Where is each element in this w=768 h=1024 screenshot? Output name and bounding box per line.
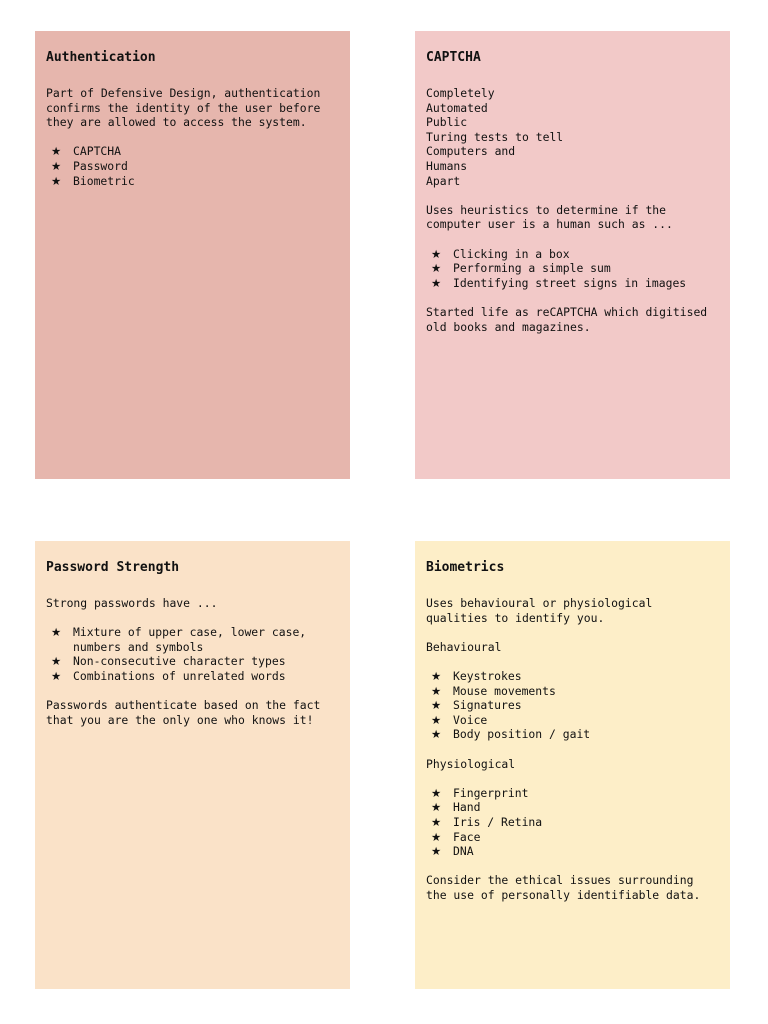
list-item: ★ Hand xyxy=(431,800,481,815)
list-item: ★ Body position / gait xyxy=(431,727,591,742)
list-item: ★ Signatures xyxy=(431,698,522,713)
list-item: ★ Clicking in a box xyxy=(431,246,570,261)
star-icon: ★ xyxy=(431,698,442,713)
captcha-heuristics: Uses heuristics to determine if the computer user is a human such as ... xyxy=(426,202,673,232)
behavioural-heading: Behavioural xyxy=(426,639,502,654)
list-item: ★ Fingerprint xyxy=(431,785,529,800)
star-icon: ★ xyxy=(431,275,442,290)
captcha-card xyxy=(415,31,730,479)
password-intro: Strong passwords have ... xyxy=(46,596,218,610)
list-item: ★ Non-consecutive character types xyxy=(51,654,286,669)
star-icon: ★ xyxy=(431,668,442,683)
list-item: ★ Iris / Retina xyxy=(431,814,543,829)
star-icon: ★ xyxy=(431,261,442,276)
star-icon: ★ xyxy=(431,246,442,261)
star-icon: ★ xyxy=(51,654,62,669)
star-icon: ★ xyxy=(431,683,442,698)
captcha-title: CAPTCHA xyxy=(426,50,481,65)
star-icon: ★ xyxy=(431,800,442,815)
list-item: ★ Mixture of upper case, lower case, numbers and symbols xyxy=(51,625,307,654)
star-icon: ★ xyxy=(431,712,442,727)
behavioural-list xyxy=(426,669,719,742)
star-icon: ★ xyxy=(51,144,62,159)
list-item: ★ Voice xyxy=(431,712,488,727)
star-icon: ★ xyxy=(51,668,62,683)
captcha-list xyxy=(426,247,719,291)
list-item: ★ DNA xyxy=(431,844,474,859)
star-icon: ★ xyxy=(51,173,62,188)
password-strength-card xyxy=(35,541,350,989)
list-item: ★ Identifying street signs in images xyxy=(431,275,687,290)
biometrics-intro: Uses behavioural or physiological qualities to identify you. xyxy=(426,596,653,625)
star-icon: ★ xyxy=(51,625,62,640)
star-icon: ★ xyxy=(431,844,442,859)
captcha-history: Started life as reCAPTCHA which digitised old books and magazines. xyxy=(426,304,708,334)
authentication-card xyxy=(35,31,350,479)
biometrics-outro: Consider the ethical issues surrounding the use of personally identifiable data. xyxy=(426,873,701,902)
password-list xyxy=(46,625,318,683)
star-icon: ★ xyxy=(431,785,442,800)
star-icon: ★ xyxy=(431,814,442,829)
biometrics-title: Biometrics xyxy=(426,560,505,575)
list-item: ★ Keystrokes xyxy=(431,668,522,683)
password-title: Password Strength xyxy=(46,560,180,575)
list-item: ★ CAPTCHA xyxy=(51,144,122,159)
list-item: ★ Combinations of unrelated words xyxy=(51,668,286,683)
star-icon: ★ xyxy=(51,158,62,173)
star-icon: ★ xyxy=(431,727,442,742)
authentication-intro: Part of Defensive Design, authentication confirms the identity of the user before they are allowed to access the system. xyxy=(46,86,321,130)
star-icon: ★ xyxy=(431,829,442,844)
physiological-list xyxy=(426,786,719,859)
physiological-heading: Physiological xyxy=(426,756,516,771)
password-outro: Passwords authenticate based on the fact that you are the only one who knows it! xyxy=(46,698,321,727)
authentication-title: Authentication xyxy=(46,50,156,65)
biometrics-card xyxy=(415,541,730,989)
list-item: ★ Password xyxy=(51,158,128,173)
list-item: ★ Biometric xyxy=(51,173,135,188)
captcha-acronym: Completely Automated Public Turing tests to tell Computers and Humans Apart xyxy=(426,86,564,188)
list-item: ★ Face xyxy=(431,829,481,844)
list-item: ★ Performing a simple sum xyxy=(431,261,611,276)
authentication-list xyxy=(46,144,339,188)
list-item: ★ Mouse movements xyxy=(431,683,556,698)
